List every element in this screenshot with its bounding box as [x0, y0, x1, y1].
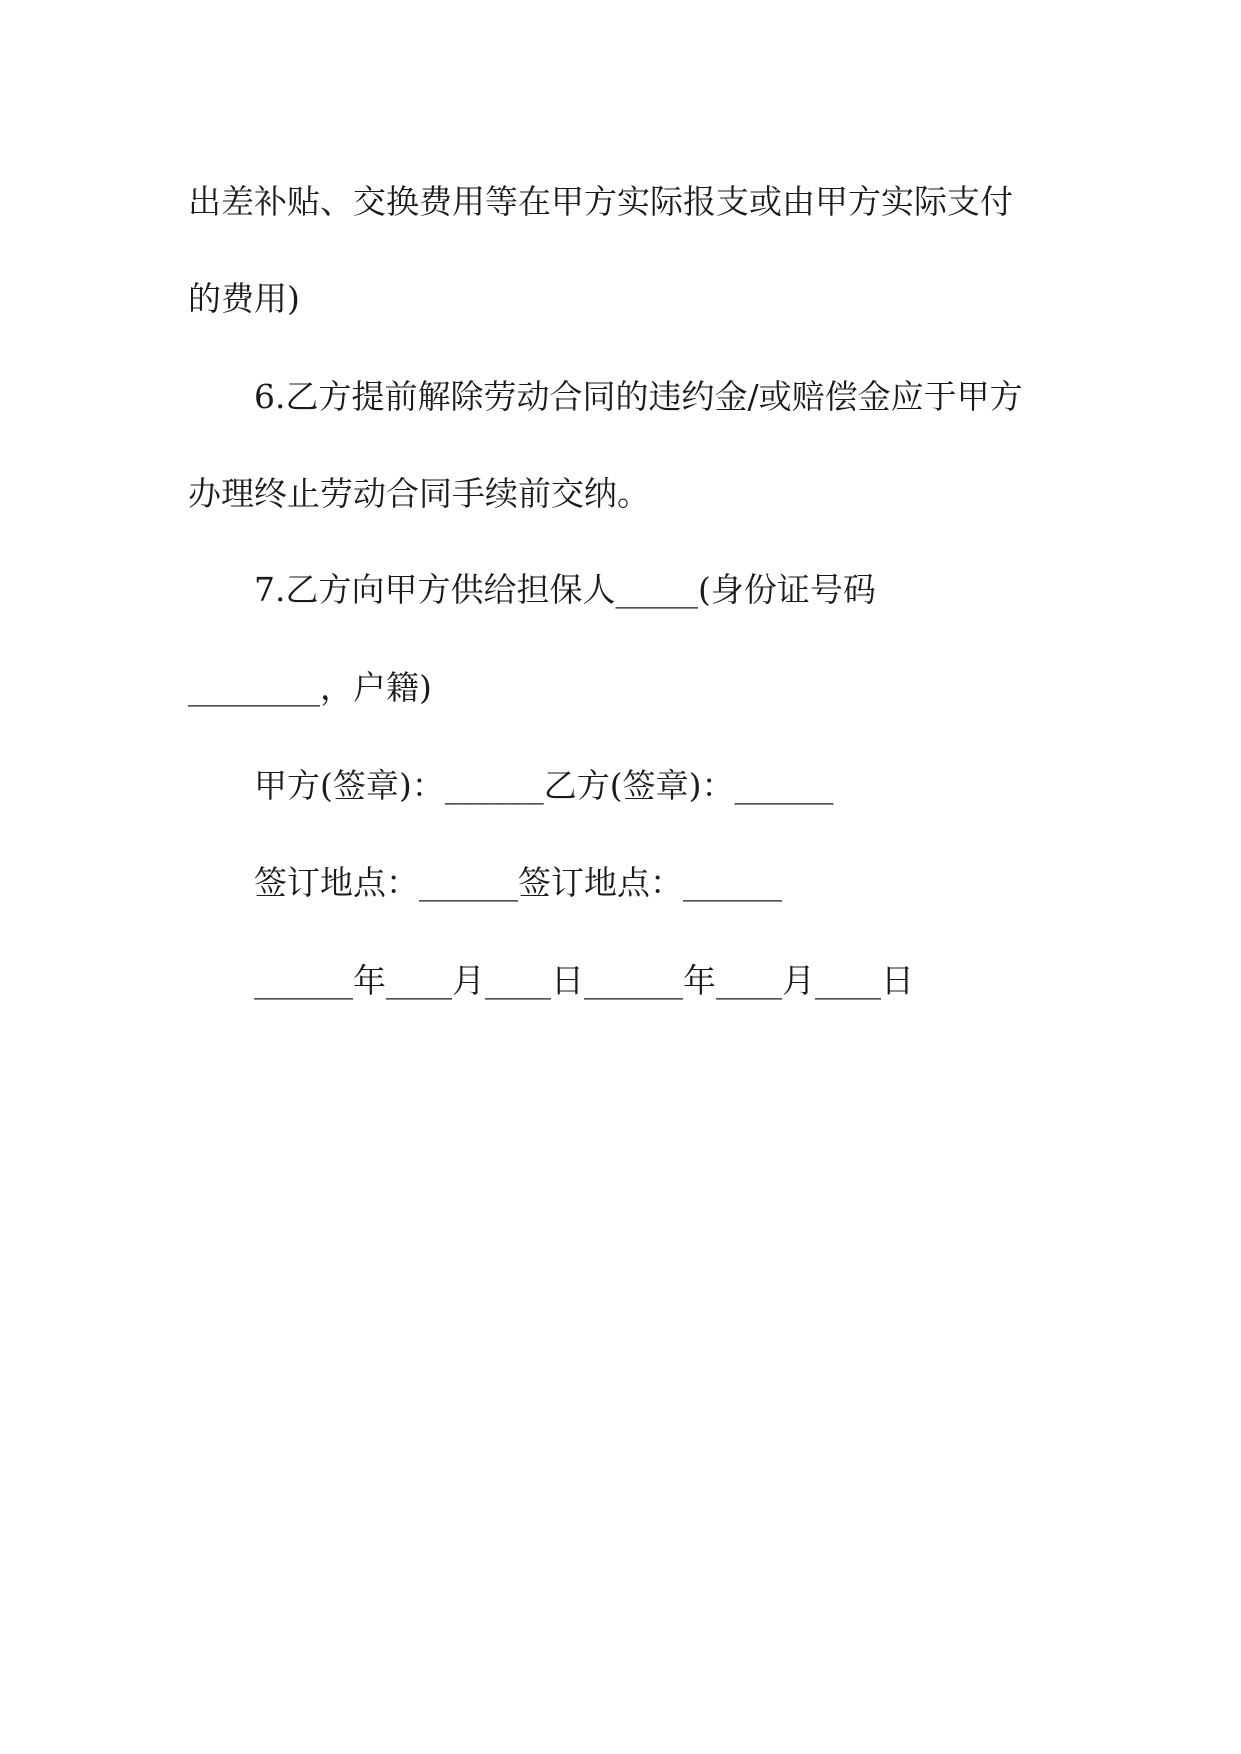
clause-7-line-1: 7.乙方向甲方供给担保人_____(身份证号码	[254, 570, 876, 609]
clause-7-line-2: ________，户籍)	[188, 668, 432, 707]
clause-6-line-1: 6.乙方提前解除劳动合同的违约金/或赔偿金应于甲方	[254, 377, 1023, 416]
paragraph-line-expense-continuation: 出差补贴、交换费用等在甲方实际报支或由甲方实际支付	[188, 182, 1013, 221]
signature-line: 甲方(签章)：______乙方(签章)：______	[254, 766, 834, 805]
paragraph-line-expense-end: 的费用)	[188, 279, 300, 318]
signing-place-line: 签订地点：______签订地点：______	[254, 863, 782, 902]
signing-date-line: ______年____月____日______年____月____日	[254, 961, 914, 1000]
clause-6-line-2: 办理终止劳动合同手续前交纳。	[188, 474, 650, 513]
